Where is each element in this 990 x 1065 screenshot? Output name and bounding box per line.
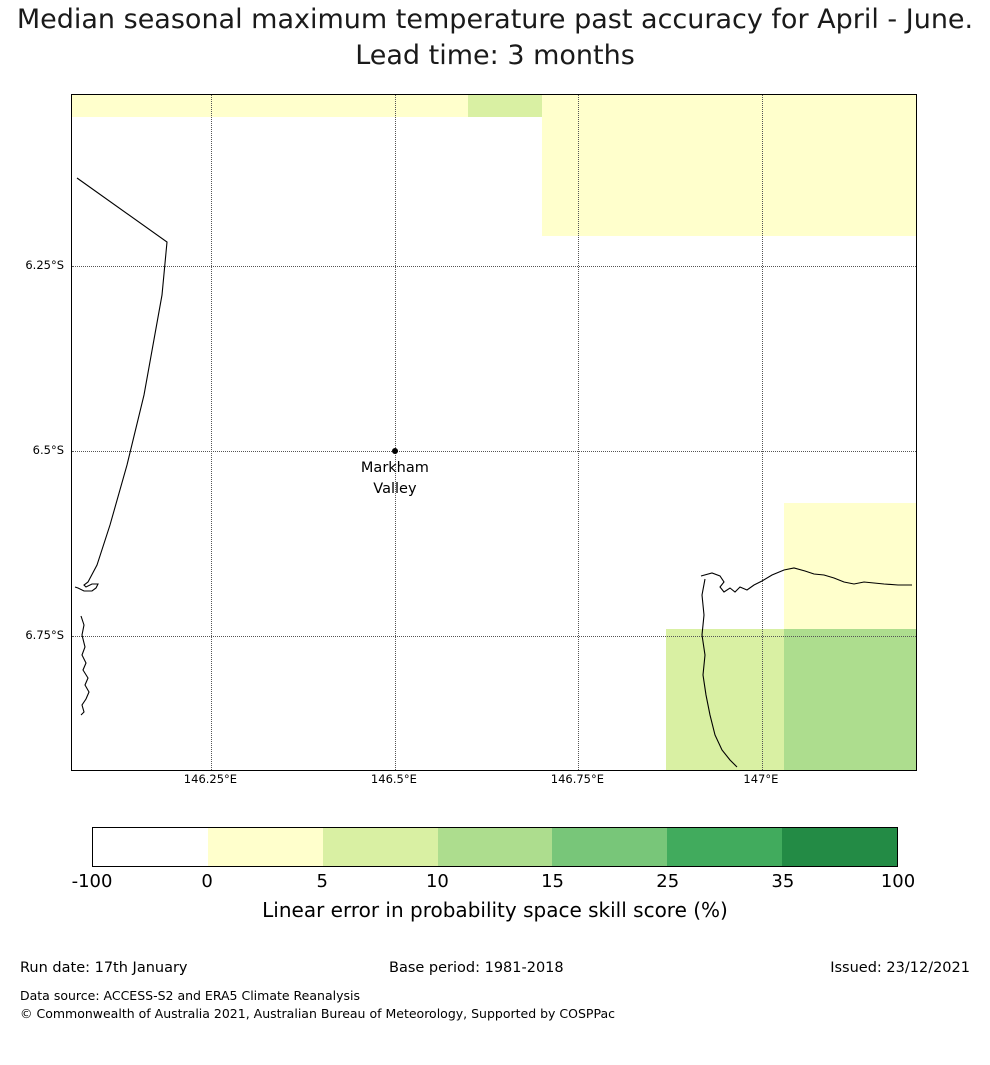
colorbar-tick-label: 5: [316, 871, 329, 892]
copyright-text: © Commonwealth of Australia 2021, Australian Bureau of Meteorology, Supported by COSPPac: [20, 1006, 615, 1021]
map-plot-area: [71, 94, 917, 771]
footer: [0, 960, 990, 1021]
colorbar-axis-label: Linear error in probability space skill score (%): [262, 898, 728, 922]
base-period-text: Base period: 1981-2018: [389, 960, 564, 976]
colorbar-segment: [782, 828, 897, 866]
colorbar-tick-label: 25: [656, 871, 680, 892]
issued-date-text: Issued: 23/12/2021: [830, 960, 970, 976]
colorbar: [92, 827, 898, 867]
city-label: [361, 458, 429, 500]
y-tick-label: 6.75°S: [25, 628, 64, 643]
coastline-paths: [72, 95, 916, 770]
colorbar-container: [71, 827, 916, 892]
run-date-text: Run date: 17th January: [20, 960, 188, 976]
data-source-text: Data source: ACCESS-S2 and ERA5 Climate Reanalysis: [20, 988, 360, 1003]
colorbar-tick-label: 0: [201, 871, 213, 892]
colorbar-segment: [208, 828, 323, 866]
colorbar-segment: [438, 828, 553, 866]
x-tick-label: 146.25°E: [183, 772, 238, 786]
map-canvas: [72, 95, 916, 770]
x-tick-label: 146.75°E: [550, 772, 605, 786]
colorbar-tick-label: 15: [541, 871, 565, 892]
y-tick-label: 6.5°S: [32, 443, 64, 458]
footer-row-primary: [0, 960, 990, 984]
colorbar-segment: [552, 828, 667, 866]
x-tick-label: 146.5°E: [370, 772, 417, 786]
page-title: Median seasonal maximum temperature past accuracy for April - June. Lead time: 3 months: [16, 4, 974, 71]
colorbar-tick-label: 100: [880, 871, 916, 892]
colorbar-segment: [323, 828, 438, 866]
colorbar-tick-label: -100: [71, 871, 113, 892]
colorbar-tick-label: 35: [771, 871, 795, 892]
colorbar-tick-label: 10: [425, 871, 449, 892]
city-label-line2: Valley: [373, 481, 417, 498]
colorbar-segment: [667, 828, 782, 866]
colorbar-segment: [93, 828, 208, 866]
y-tick-label: 6.25°S: [25, 257, 64, 272]
city-label-line1: Markham: [360, 460, 429, 477]
x-tick-label: 147°E: [743, 772, 779, 786]
city-marker-dot: [392, 448, 398, 454]
